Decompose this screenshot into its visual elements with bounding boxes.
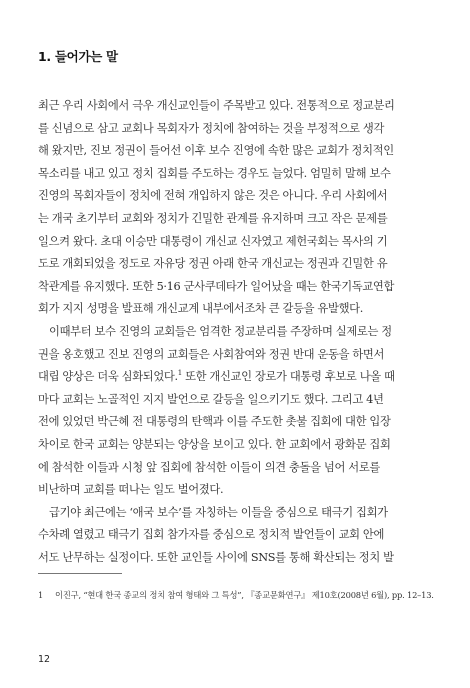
- text-line: 급기야 최근에는 ‘애국 보수’를 자칭하는 이들을 중심으로 태극기 집회가: [49, 505, 388, 519]
- text-line: 마다 교회는 노골적인 지지 발언으로 갈등을 일으키기도 했다. 그리고 4년: [38, 392, 384, 406]
- footnote-divider: [38, 573, 122, 574]
- text-line: 는 개국 초기부터 교회와 정치가 긴밀한 관계를 유지하며 크고 작은 문제를: [38, 211, 388, 225]
- text-line: 착관계를 유지했다. 또한 5·16 군사쿠데타가 일어났을 때는 한국기독교연합: [38, 279, 395, 293]
- text-line-with-footnote: [38, 366, 434, 389]
- text-line: 해 왔지만, 진보 정권이 들어선 이후 보수 진영에 속한 많은 교회가 정치적인: [38, 144, 394, 158]
- text-line: 에 참석한 이들과 시청 앞 집회에 참석한 이들이 의견 충돌을 넘어 서로를: [38, 460, 380, 474]
- text-line: 전에 있었던 박근혜 전 대통령의 탄핵과 이를 주도한 촛불 집회에 대한 입장: [38, 415, 391, 429]
- text-line: 비난하며 교회를 떠나는 일도 벌어졌다.: [38, 483, 224, 497]
- footnote-reference[interactable]: 1: [177, 369, 182, 378]
- text-line: 일으켜 왔다. 초대 이승만 대통령이 개신교 신자였고 제헌국회는 목사의 기: [38, 234, 388, 248]
- text-line: 진영의 목회자들이 정치에 전혀 개입하지 않은 것은 아니다. 우리 사회에서: [38, 189, 388, 203]
- text-line: 서도 난무하는 실정이다. 또한 교인들 사이에 SNS를 통해 확산되는 정치 발: [38, 550, 394, 564]
- footnote-text: 이진구, “현대 한국 종교의 정치 참여 형태와 그 특성”, 『종교문화연구』 제10호(2008년 6월), pp. 12–13.: [55, 590, 434, 600]
- text-line: 차이로 한국 교회는 양분되는 양상을 보이고 있다. 한 교회에서 광화문 집회: [38, 437, 391, 451]
- text-line: 수차례 열렸고 태극기 집회 참가자를 중심으로 정치적 발언들이 교회 안에: [38, 528, 385, 542]
- text-line: 회가 지지 성명을 발표해 개신교계 내부에서조차 큰 갈등을 유발했다.: [38, 302, 363, 316]
- text-segment: 대립 양상은 더욱 심화되었다.: [38, 370, 178, 384]
- text-line: 도로 개회되었을 정도로 자유당 정권 아래 한국 개신교는 정권과 긴밀한 유: [38, 257, 388, 271]
- body-text: [38, 95, 434, 569]
- text-line: 이때부터 보수 진영의 교회들은 엄격한 정교분리를 주장하며 실제로는 정: [49, 324, 392, 338]
- text-line: 최근 우리 사회에서 극우 개신교인들이 주목받고 있다. 전통적으로 정교분리: [38, 99, 395, 112]
- footnote-number: 1: [38, 590, 44, 600]
- section-heading: 1. 들어가는 말: [38, 49, 118, 64]
- text-line: 를 신념으로 삼고 교회나 목회자가 정치에 참여하는 것을 부정적으로 생각: [38, 121, 385, 135]
- page-number: 12: [38, 654, 51, 665]
- text-segment: 또한 개신교인 장로가 대통령 후보로 나올 때: [181, 370, 395, 384]
- text-line: 권을 옹호했고 진보 진영의 교회들은 사회참여와 정권 반대 운동을 하면서: [38, 347, 385, 361]
- text-line: 목소리를 내고 있고 정치 집회를 주도하는 경우도 늘었다. 엄밀히 말해 보수: [38, 166, 391, 180]
- footnote: [38, 588, 434, 603]
